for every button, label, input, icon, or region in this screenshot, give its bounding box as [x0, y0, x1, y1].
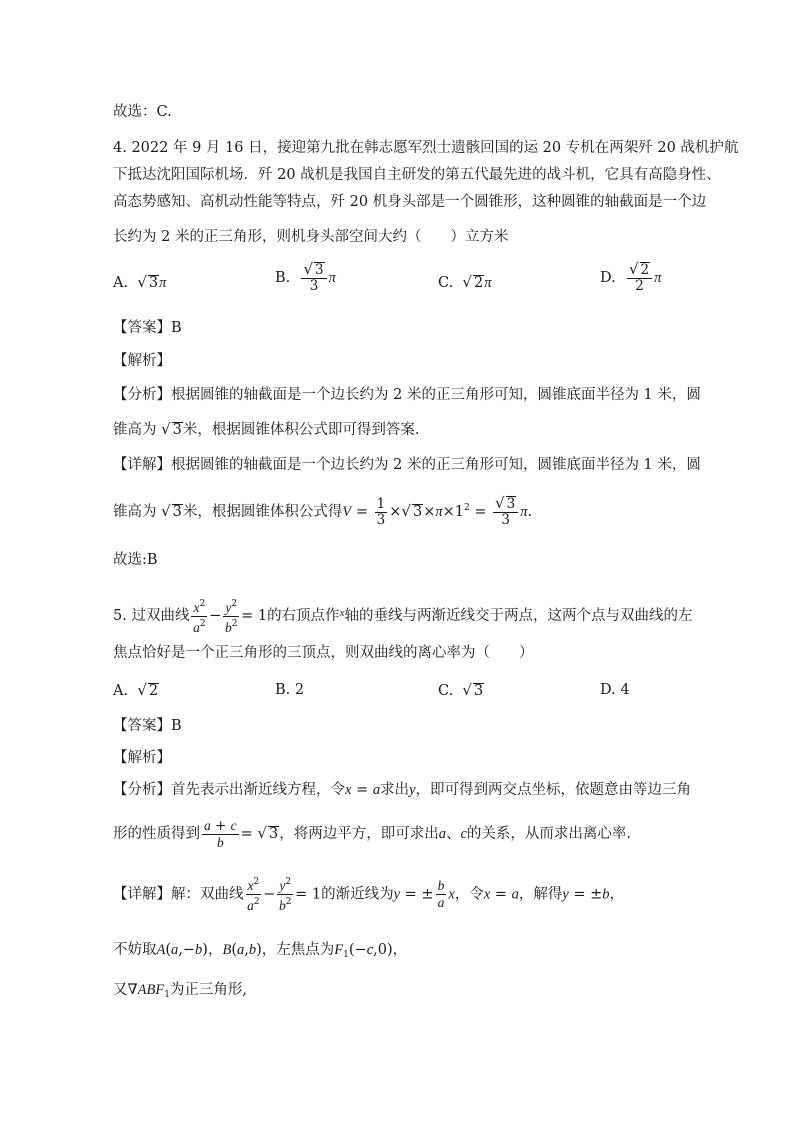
q4-final: 故选:B [113, 552, 158, 568]
q4-fenxi-line-2: 锥高为 √ 3米，根据圆锥体积公式即可得到答案. [113, 420, 420, 438]
q4-xiangjie-line-2: 锥高为 √ 3米，根据圆锥体积公式得V = $\frac{1}{3}$ ×√ $3\times\pi\times 1^2$ = $\frac{√ 3}{3}$ π. [113, 494, 533, 528]
q4-xiangjie-line-1: 【详解】根据圆锥的轴截面是一个边长约为 2 米的正三角形可知，圆锥底面半径为 1 米，圆 [113, 457, 701, 473]
q4-option-c: C. √ 2π [438, 273, 492, 291]
q4-option-b: B. $\frac{√ 3}{3}$ π [275, 260, 336, 294]
q5-xiangjie-line-3: 又$\nabla ABF_1$为正三角形, [113, 982, 248, 1000]
q4-stem-line-2: 下抵达沈阳国际机场．歼 20 战机是我国自主研发的第五代最先进的战斗机，它具有高隐身性、 [113, 167, 721, 183]
q4-stem-line-3: 高态势感知、高机动性能等特点，歼 20 机身头部是一个圆锥形，这种圆锥的轴截面是一个边 [113, 194, 707, 210]
q5-option-d: D. 4 [600, 682, 630, 698]
q4-option-a: A. √ 3π [113, 273, 167, 291]
q4-answer: 【答案】B [113, 320, 182, 336]
q4-fenxi-line-1: 【分析】根据圆锥的轴截面是一个边长约为 2 米的正三角形可知，圆锥底面半径为 1 米，圆 [113, 387, 701, 403]
q5-analysis-heading: 【解析】 [113, 750, 171, 766]
q4-stem-line-1: 4. 2022 年 9 月 16 日，接迎第九批在韩志愿军烈士遗骸回国的运 20 专机在两架歼 20 战机护航 [113, 140, 739, 156]
q5-option-a: A. √ 2 [113, 681, 159, 699]
q4-analysis-heading: 【解析】 [113, 353, 171, 369]
q4-option-d: D. $\frac{√ 2}{2}$ π [600, 260, 662, 294]
q5-stem-line-1: 5. 过双曲线 $\frac{x^2}{a^2}$ − $\frac{y^2}{b^2}$ = 1的右顶点作$^x$轴的垂线与两渐近线交于两点，这两个点与双曲线的左 [113, 598, 693, 635]
q5-xiangjie-line-2: 不妨取A(a,−b)，B(a,b)，左焦点为$F_1(-c,0)$， [113, 942, 408, 960]
q5-option-b: B. 2 [275, 682, 305, 698]
q4-stem-line-4: 长约为 2 米的正三角形，则机身头部空间大约（ ）立方米 [113, 229, 509, 245]
q5-fenxi-line-1: 【分析】首先表示出渐近线方程，令x = a求出y，即可得到两交点坐标，依题意由等边三角 [113, 782, 691, 798]
q5-option-c: C. √ 3 [438, 681, 484, 699]
previous-answer: 故选：C. [113, 104, 172, 120]
q5-xiangjie-line-1: 【详解】解：双曲线 $\frac{x^2}{a^2}$ − $\frac{y^2}{b^2}$ = 1的渐近线为y = ± $\frac{b}{a}$ x，令x = a，解得y = ±b， [113, 877, 625, 913]
q5-fenxi-line-2: 形的性质得到 $\frac{a + c}{b}$ = √ 3，将两边平方，即可求出a、c的关系，从而求出离心率. [113, 817, 632, 850]
q5-answer: 【答案】B [113, 718, 182, 734]
q5-stem-line-2: 焦点恰好是一个正三角形的三顶点，则双曲线的离心率为（ ） [113, 645, 534, 661]
